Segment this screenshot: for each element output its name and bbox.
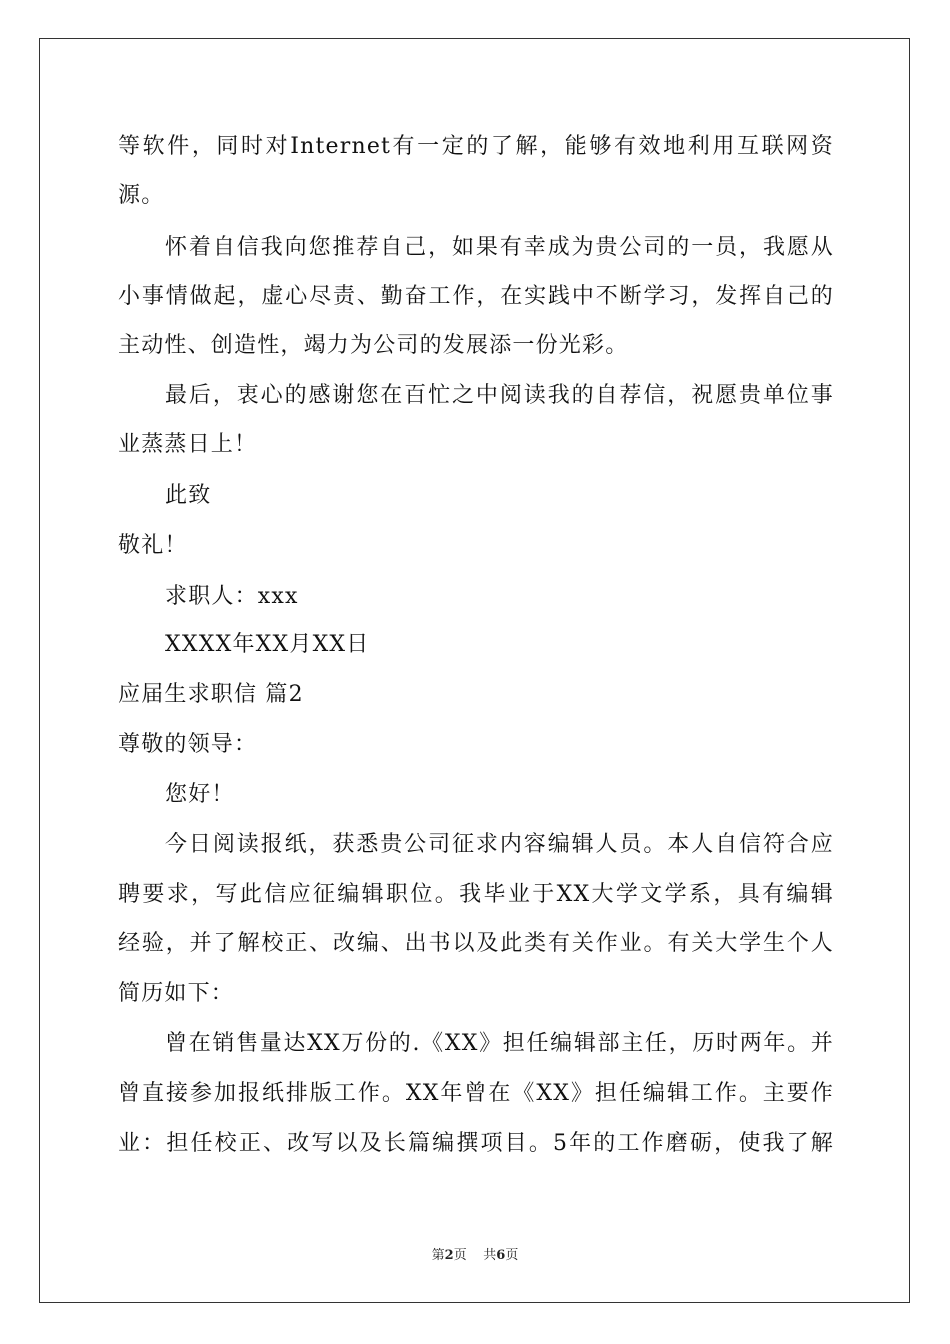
total-pages: 6 [496, 1248, 506, 1263]
paragraph-line: 简历如下： [118, 981, 235, 1006]
applicant-signature: 求职人：xxx [165, 584, 299, 609]
letter-hello: 您好！ [165, 782, 235, 807]
page-number: 2 [444, 1248, 454, 1263]
paragraph-line: 曾在销售量达XX万份的.《XX》担任编辑部主任，历时两年。并 [165, 1031, 834, 1056]
paragraph-line: 最后，衷心的感谢您在百忙之中阅读我的自荐信，祝愿贵单位事 [165, 383, 834, 408]
paragraph-line: 主动性、创造性，竭力为公司的发展添一份光彩。 [118, 333, 629, 358]
section-title: 应届生求职信 篇2 [118, 682, 304, 707]
paragraph-line: 等软件，同时对Internet有一定的了解，能够有效地利用互联网资 [118, 134, 834, 159]
page-suffix: 页 [453, 1248, 467, 1263]
paragraph-line: 小事情做起，虚心尽责、勤奋工作，在实践中不断学习，发挥自己的 [118, 284, 834, 309]
paragraph-line: 业：担任校正、改写以及长篇编撰项目。5年的工作磨砺，使我了解 [118, 1131, 834, 1156]
paragraph-line: 怀着自信我向您推荐自己，如果有幸成为贵公司的一员，我愿从 [165, 235, 834, 260]
total-prefix: 共 [483, 1248, 497, 1263]
paragraph-line: 业蒸蒸日上！ [118, 432, 258, 457]
paragraph-line: 今日阅读报纸，获悉贵公司征求内容编辑人员。本人自信符合应 [165, 832, 834, 857]
total-suffix: 页 [505, 1248, 519, 1263]
paragraph-line: 聘要求，写此信应征编辑职位。我毕业于XX大学文学系，具有编辑 [118, 882, 834, 907]
paragraph-line: 源。 [118, 183, 165, 208]
closing-regards: 敬礼！ [118, 533, 188, 558]
letter-date: XXXX年XX月XX日 [165, 632, 370, 657]
letter-greeting: 尊敬的领导： [118, 732, 258, 757]
page-footer [0, 1244, 950, 1263]
paragraph-line: 经验，并了解校正、改编、出书以及此类有关作业。有关大学生个人 [118, 931, 834, 956]
paragraph-line: 曾直接参加报纸排版工作。XX年曾在《XX》担任编辑工作。主要作 [118, 1081, 834, 1106]
page-prefix: 第 [431, 1248, 445, 1263]
closing-salutation: 此致 [165, 483, 212, 508]
